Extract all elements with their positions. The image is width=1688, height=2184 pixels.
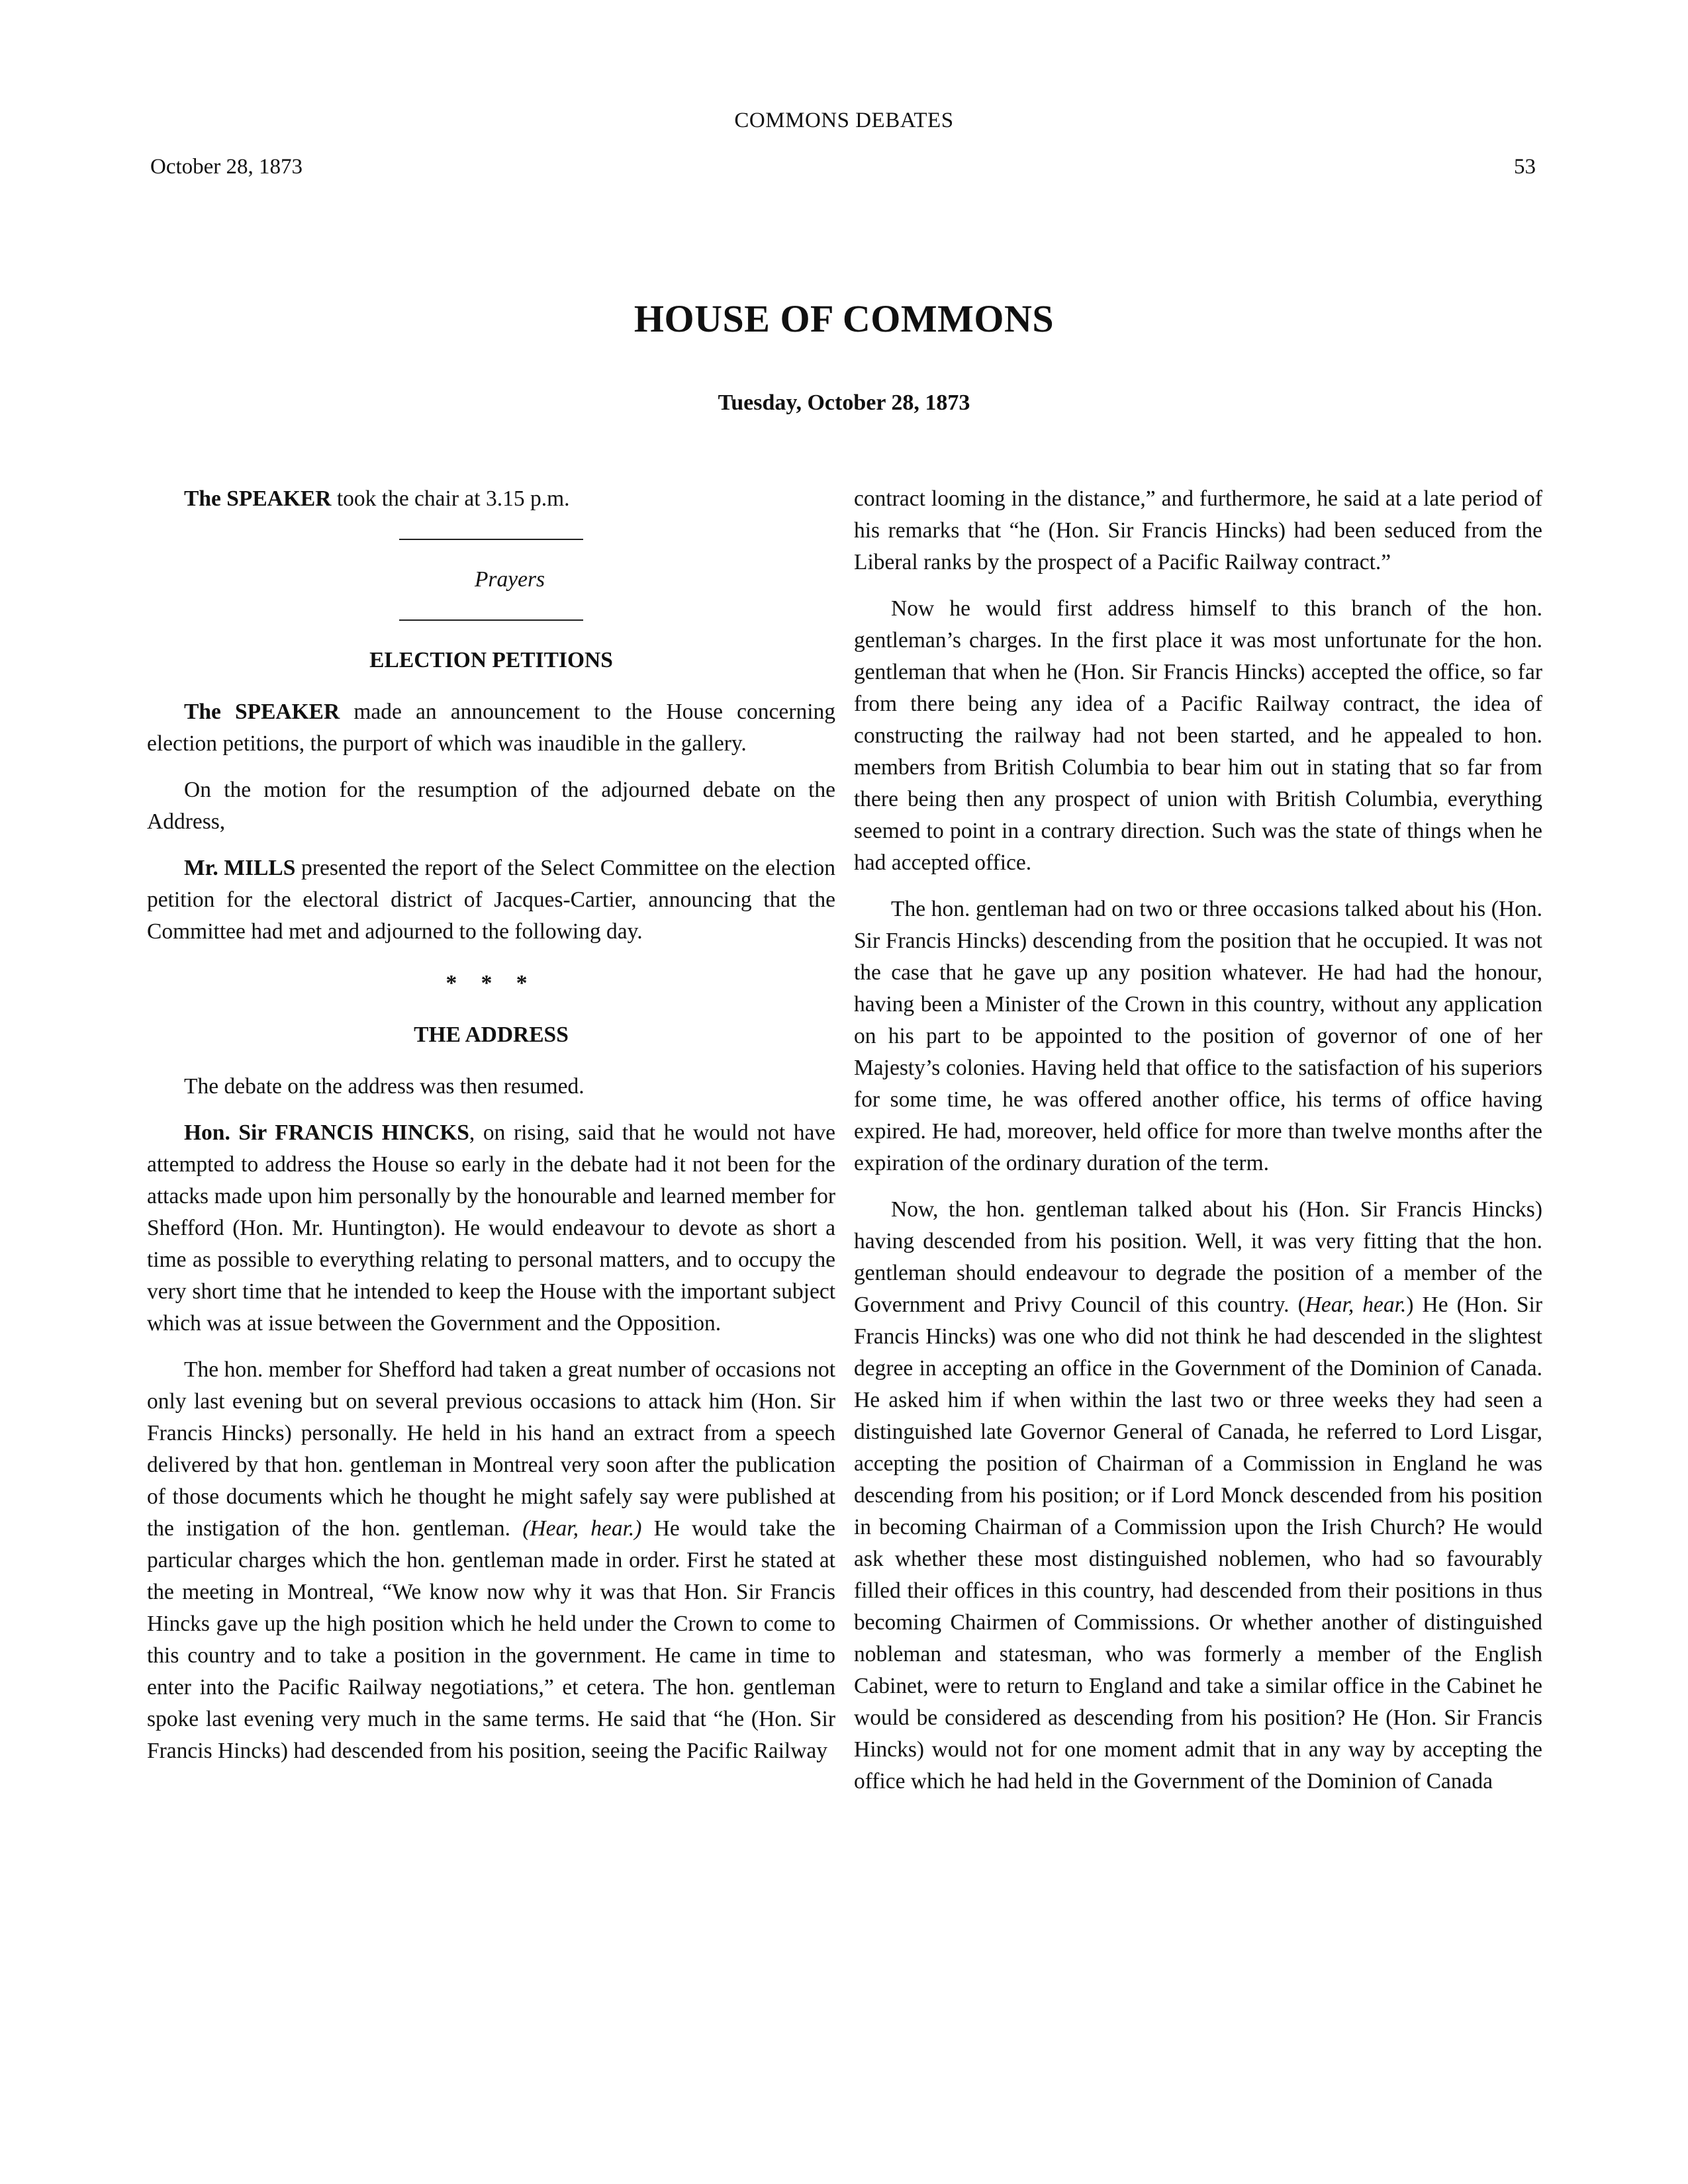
- section-heading-the-address: THE ADDRESS: [414, 1023, 569, 1047]
- interjection: Hear, hear.: [1305, 1293, 1407, 1317]
- paragraph: Now he would first address himself to this branch of the hon. gentleman’s charges. In the first place it was most unfortunate for the hon. gentleman that when he (Hon. Sir Francis Hincks) accepted the office, so far from there being any idea of a Pacific Railway contract, the idea of constructing the railway had not been started, and he appealed to hon. members from British Columbia to bear him out in stating that so far from there being then any prospect of union with British Columbia, everything seemed to point in a contrary direction. Such was the state of things when he had accepted office.: [854, 596, 1542, 875]
- divider-rule: [399, 539, 583, 540]
- speaker-name: Hon. Sir FRANCIS HINCKS: [184, 1120, 469, 1145]
- paragraph-text: made an announcement to the House concerning election petitions, the purport of which was inaudible in the gallery.: [147, 700, 835, 756]
- paragraph: [147, 696, 835, 760]
- paragraph-text: presented the report of the Select Committee on the election petition for the electoral district of Jacques-Cartier, announcing that the Committee had met and adjourned to the following day.: [147, 856, 836, 944]
- speaker-name: The SPEAKER: [184, 700, 340, 724]
- divider-rule: [399, 619, 583, 621]
- section-separator-stars: * * *: [445, 971, 537, 995]
- right-column: [854, 483, 1542, 1812]
- running-head: COMMONS DEBATES: [734, 109, 954, 132]
- speaker-name: The SPEAKER: [184, 486, 332, 511]
- section-heading-election-petitions: ELECTION PETITIONS: [369, 648, 613, 672]
- paragraph: The debate on the address was then resumed.: [184, 1074, 585, 1099]
- paragraph: The hon. gentleman had on two or three occasions talked about his (Hon. Sir Francis Hincks) descending from the position that he occupied. It was not the case that he gave up any position whatever. He had had the honour, having been a Minister of the Crown in this country, without any application on his part to be appointed to the position of governor of one of her Majesty’s colonies. Having held that office to the satisfaction of his superiors for some time, he was offered another office, his terms of office having expired. He had, moreover, held office for more than twelve months after the expiration of the ordinary duration of the term.: [854, 897, 1542, 1175]
- paragraph-text: took the chair at 3.15 p.m.: [331, 486, 570, 511]
- page-number: 53: [1514, 155, 1536, 179]
- left-column: [147, 483, 835, 1782]
- paragraph-text: The hon. member for Shefford had taken a great number of occasions not only last evening but on several previous occasions to attack him (Hon. Sir Francis Hincks) personally. He held in his hand an extract from a speech delivered by that hon. gentleman in Montreal very soon after the publication of those documents which he thought he might safely say were published at the instigation of the hon. gentleman.: [147, 1357, 835, 1541]
- page-title: HOUSE OF COMMONS: [633, 297, 1055, 340]
- paragraph-text: , on rising, said that he would not have attempted to address the House so early in the debate had it not been for the attacks made upon him personally by the honourable and learned member for Shefford (Hon. Mr. Huntington). He would endeavour to devote as short a time as possible to everything relating to personal matters, and to occupy the very short time that he intended to keep the House with the important subject which was at issue between the Government and the Opposition.: [147, 1120, 835, 1336]
- paragraph-text: He would take the particular charges which the hon. gentleman made in order. First he stated at the meeting in Montreal, “We know now why it was that Hon. Sir Francis Hincks gave up the high position which he held under the Crown to come to this country and to take a position in the government. He came in time to enter into the Pacific Railway negotiations,” et cetera. The hon. gentleman spoke last evening very much in the same terms. He said that “he (Hon. Sir Francis Hincks) had descended from his position, seeing the Pacific Railway: [147, 1516, 835, 1763]
- paragraph: [147, 1354, 835, 1767]
- paragraph-continued: contract looming in the distance,” and furthermore, he said at a late period of his remarks that “he (Hon. Sir Francis Hincks) had been seduced from the Liberal ranks by the prospect of a Pacific Railway contract.”: [854, 486, 1542, 574]
- paragraph-text: ) He (Hon. Sir Francis Hincks) was one who did not think he had descended in the slightest degree in accepting an office in the Government of the Dominion of Canada. He asked him if when within the last two or three weeks they had seen a distinguished late Governor General of Canada, he referred to Lord Lisgar, accepting the position of Chairman of a Commission in England he was descending from his position; or if Lord Monck descended from his position in becoming Chairman of a Commission upon the Irish Church? He would ask whether these most distinguished noblemen, who had so favourably filled their offices in this country, had descended from their positions in thus becoming Chairmen of Commissions. Or whether another of distinguished nobleman and statesman, who was formerly a member of the English Cabinet, were to return to England and take a similar office in the Cabinet he would be considered as descending from his position? He (Hon. Sir Francis Hincks) would not for one moment admit that in any way by accepting the office which he had held in the Government of the Dominion of Canada: [854, 1293, 1542, 1794]
- paragraph: [147, 1117, 835, 1340]
- paragraph: [854, 1194, 1542, 1797]
- interjection: (Hear, hear.): [522, 1516, 642, 1541]
- sitting-date: Tuesday, October 28, 1873: [718, 390, 970, 415]
- paragraph: [147, 852, 835, 948]
- speaker-name: Mr. MILLS: [184, 856, 296, 880]
- paragraph-text: Now, the hon. gentleman talked about his (Hon. Sir Francis Hincks) having descended from his position. Well, it was very fitting that the hon. gentleman should endeavour to degrade the position of a member of the Government and Privy Council of this country. (: [854, 1197, 1542, 1317]
- speaker-takes-chair: [147, 483, 835, 515]
- paragraph: On the motion for the resumption of the adjourned debate on the Address,: [147, 778, 835, 834]
- prayers-label: Prayers: [474, 567, 545, 592]
- header-date: October 28, 1873: [150, 155, 303, 179]
